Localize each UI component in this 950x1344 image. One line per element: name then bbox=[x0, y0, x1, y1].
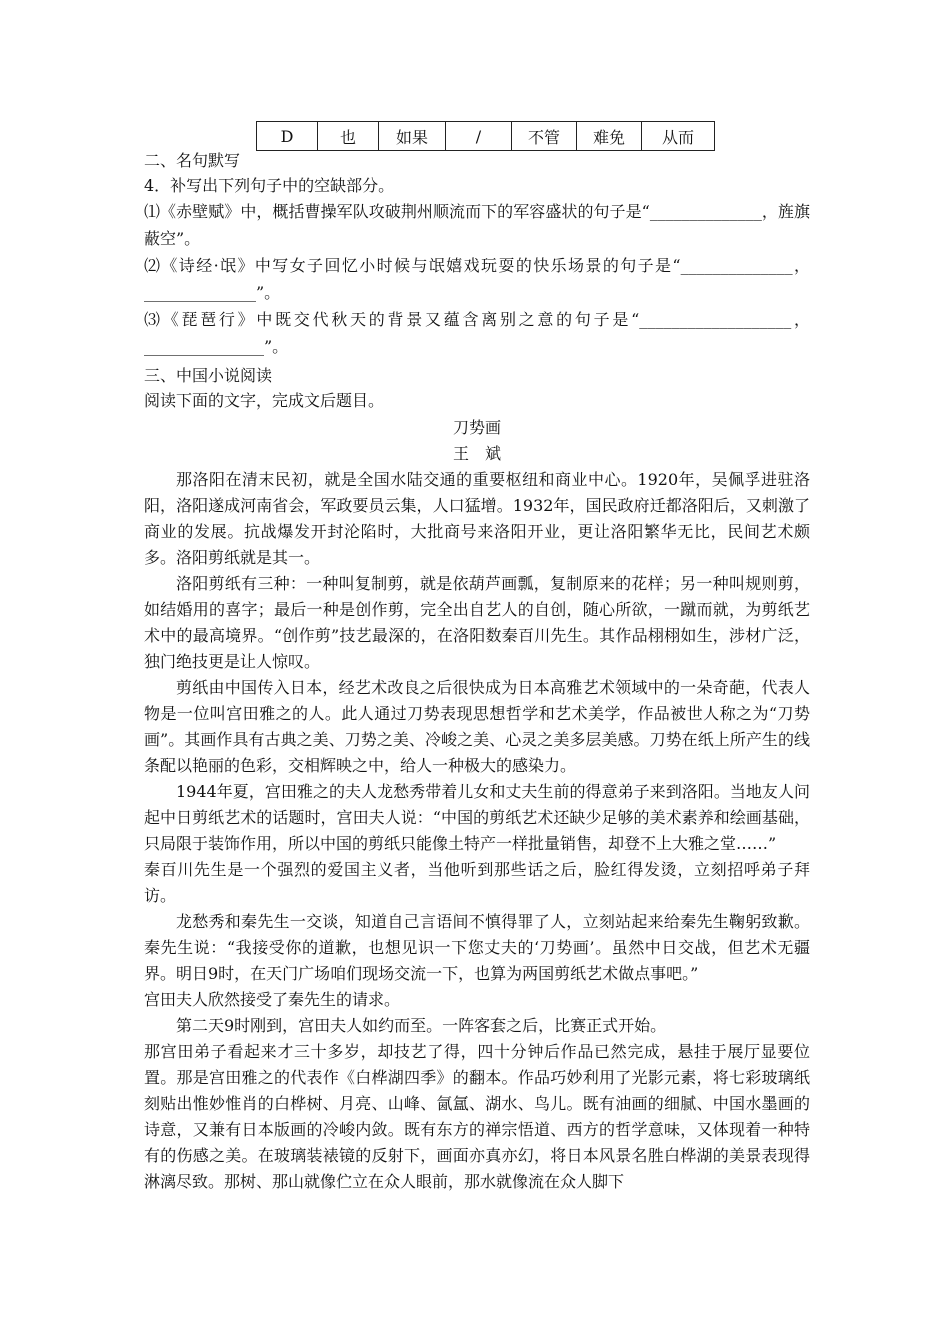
section-heading: 二、名句默写 bbox=[144, 151, 241, 170]
story-title: 刀势画 bbox=[452, 418, 501, 437]
story-paragraph: 1944年夏，宫田雅之的夫人龙愁秀带着儿女和丈夫生前的得意弟子来到洛阳。当地友人问起中日剪纸艺术的话题时，宫田夫人说：“中国的剪纸艺术还缺少足够的美术素养和绘画基础，只局限于装饰作用，所以中国的剪纸只能像土特产一样批量销售，却登不上大雅之堂……” bbox=[144, 782, 810, 853]
story-paragraph: 龙愁秀和秦先生一交谈，知道自己言语间不慎得罪了人，立刻站起来给秦先生鞠躬致歉。秦先生说：“我接受你的道歉，也想见识一下您丈夫的‘刀势画’。虽然中日交战，但艺术无疆界。明日9时，在天门广场咱们现场交流一下，也算为两国剪纸艺术做点事吧。” bbox=[144, 912, 810, 983]
table-cell: / bbox=[446, 122, 512, 151]
document-content bbox=[144, 148, 810, 1195]
story-paragraph: 宫田夫人欣然接受了秦先生的请求。 bbox=[144, 990, 401, 1009]
table-cell: 不管 bbox=[512, 122, 577, 151]
table-row bbox=[257, 122, 715, 151]
question-3: ⑶《琵琶行》中既交代秋天的背景又蕴含离别之意的句子是“___________________，_______________”。 bbox=[144, 310, 810, 356]
story-paragraph: 那宫田弟子看起来才三十多岁，却技艺了得，四十分钟后作品已然完成，悬挂于展厅显要位置。那是宫田雅之的代表作《白桦湖四季》的翻本。作品巧妙利用了光影元素，将七彩玻璃纸刻贴出惟妙惟肖的白桦树、月亮、山峰、氤氲、湖水、鸟儿。既有油画的细腻、中国水墨画的诗意，又兼有日本版画的冷峻内敛。既有东方的禅宗悟道、西方的哲学意味，又体现着一种特有的伤感之美。在玻璃装裱镜的反射下，画面亦真亦幻，将日本风景名胜白桦湖的美景表现得淋漓尽致。那树、那山就像伫立在众人眼前，那水就像流在众人脚下 bbox=[144, 1042, 810, 1191]
story-author: 王 斌 bbox=[452, 444, 501, 463]
question-1: ⑴《赤壁赋》中，概括曹操军队攻破荆州顺流而下的军容盛状的句子是“______________，旌旗蔽空”。 bbox=[144, 202, 810, 248]
answer-table bbox=[256, 121, 715, 151]
table-cell: 也 bbox=[318, 122, 379, 151]
reading-instruction: 阅读下面的文字，完成文后题目。 bbox=[144, 391, 385, 410]
story-paragraph: 第二天9时刚到，宫田夫人如约而至。一阵客套之后，比赛正式开始。 bbox=[176, 1016, 667, 1035]
section-heading: 三、中国小说阅读 bbox=[144, 366, 273, 385]
story-paragraph: 秦百川先生是一个强烈的爱国主义者，当他听到那些话之后，脸红得发烫，立刻招呼弟子拜访。 bbox=[144, 860, 810, 905]
table-cell: 从而 bbox=[642, 122, 715, 151]
question-2: ⑵《诗经·氓》中写女子回忆小时候与氓嬉戏玩耍的快乐场景的句子是“______________，______________”。 bbox=[144, 256, 810, 302]
story-paragraph: 那洛阳在清末民初，就是全国水陆交通的重要枢纽和商业中心。1920年，吴佩孚进驻洛阳，洛阳遂成河南省会，军政要员云集，人口猛增。1932年，国民政府迁都洛阳后，又刺激了商业的发展。抗战爆发开封沦陷时，大批商号来洛阳开业，更让洛阳繁华无比，民间艺术颇多。洛阳剪纸就是其一。 bbox=[144, 470, 810, 567]
story-paragraph: 洛阳剪纸有三种：一种叫复制剪，就是依葫芦画瓢，复制原来的花样；另一种叫规则剪，如结婚用的喜字；最后一种是创作剪，完全出自艺人的自创，随心所欲，一蹴而就，为剪纸艺术中的最高境界。“创作剪”技艺最深的，在洛阳数秦百川先生。其作品栩栩如生，涉材广泛，独门绝技更是让人惊叹。 bbox=[144, 574, 810, 671]
table-cell: 如果 bbox=[379, 122, 446, 151]
story-paragraph: 剪纸由中国传入日本，经艺术改良之后很快成为日本高雅艺术领域中的一朵奇葩，代表人物是一位叫宫田雅之的人。此人通过刀势表现思想哲学和艺术美学，作品被世人称之为“刀势画”。其画作具有古典之美、刀势之美、冷峻之美、心灵之美多层美感。刀势在纸上所产生的线条配以艳丽的色彩，交相辉映之中，给人一种极大的感染力。 bbox=[144, 678, 810, 775]
table-cell: D bbox=[257, 122, 318, 151]
question-instruction: 4．补写出下列句子中的空缺部分。 bbox=[144, 176, 395, 195]
table-cell: 难免 bbox=[577, 122, 642, 151]
